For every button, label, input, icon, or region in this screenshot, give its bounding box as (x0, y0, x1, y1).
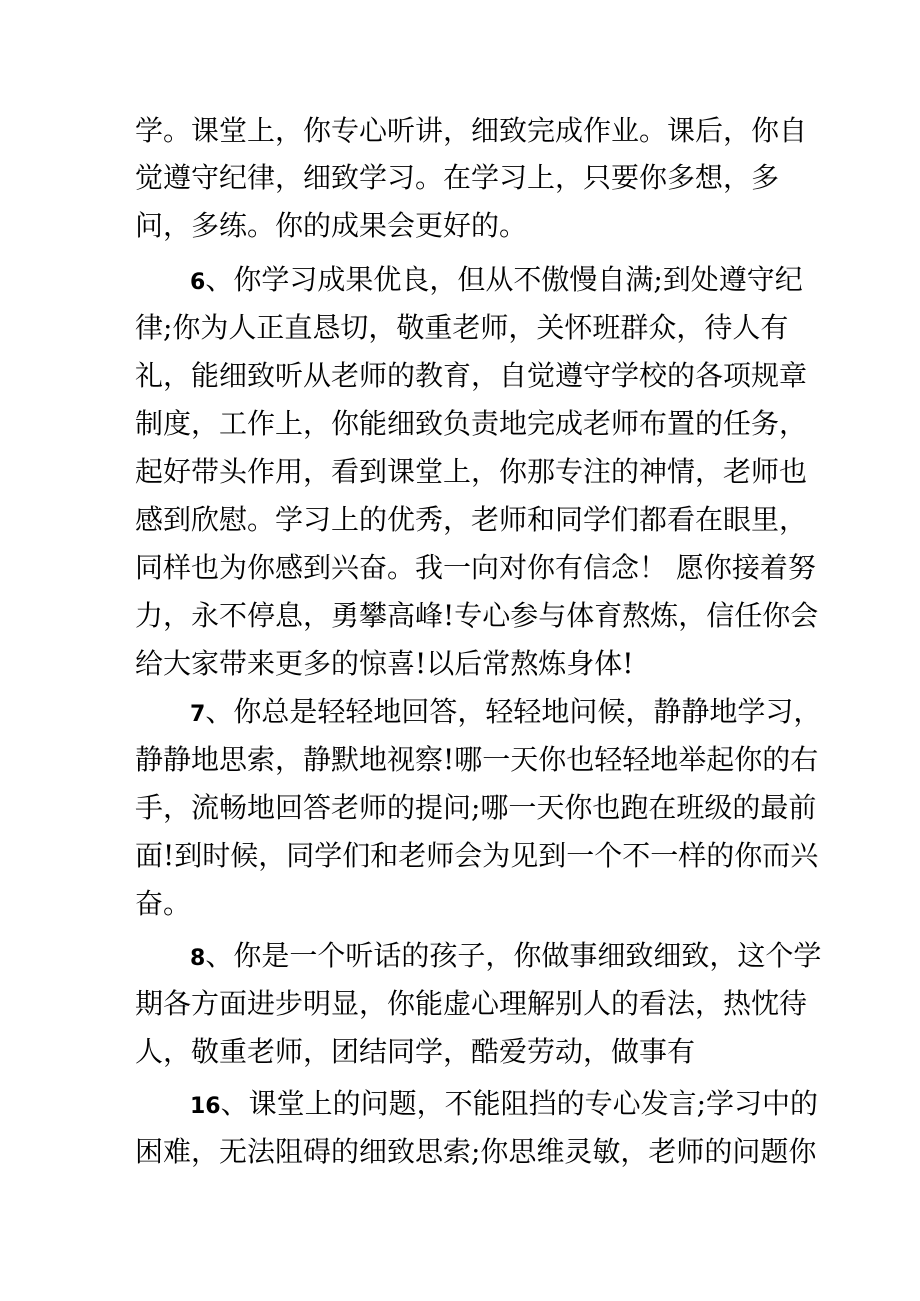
text-line: 觉遵守纪律，细致学习。在学习上，只要你多想，多 (135, 161, 780, 194)
text-line: 学。课堂上，你专心听讲，细致完成作业。课后，你自 (135, 114, 808, 147)
text-line: 静静地思索，静默地视察!哪一天你也轻轻地举起你的右 (135, 743, 819, 776)
paragraph-number: 6 (190, 270, 206, 295)
text-line: 感到欣慰。学习上的优秀，老师和同学们都看在眼里， (135, 503, 808, 536)
text-line: 力，永不停息，勇攀高峰!专心参与体育熬炼，信任你会 (135, 599, 819, 632)
text-line: 人，敬重老师，团结同学，酷爱劳动，做事有 (135, 1035, 696, 1068)
text-line: 给大家带来更多的惊喜!以后常熬炼身体! (135, 647, 634, 680)
paragraph-number: 16 (190, 1094, 221, 1119)
text-line: 问，多练。你的成果会更好的。 (135, 209, 528, 242)
text-line: 、你是一个听话的孩子，你做事细致细致，这个学 (205, 939, 822, 972)
paragraph-number: 8 (190, 946, 206, 971)
text-line: 困难，无法阻碍的细致思索;你思维灵敏，老师的问题你 (135, 1135, 817, 1168)
text-line: 奋。 (135, 887, 192, 920)
text-line: 制度，工作上，你能细致负责地完成老师布置的任务， (135, 407, 808, 440)
text-line: 、课堂上的问题，不能阻挡的专心发言;学习中的 (220, 1087, 819, 1120)
paragraph-16-first-line (190, 1084, 818, 1127)
paragraph-6-first-line (190, 260, 803, 303)
text-line: 起好带头作用，看到课堂上，你那专注的神情，老师也 (135, 455, 808, 488)
text-line: 、你学习成果优良，但从不傲慢自满;到处遵守纪 (205, 263, 803, 296)
paragraph-8-first-line (190, 936, 821, 979)
text-line: 面!到时候，同学们和老师会为见到一个不一样的你而兴 (135, 839, 819, 872)
text-line: 、你总是轻轻地回答，轻轻地问候，静静地学习， (205, 695, 822, 728)
text-line: 律;你为人正直恳切，敬重老师，关怀班群众，待人有 (135, 311, 789, 344)
text-line: 期各方面进步明显，你能虚心理解别人的看法，热忱待 (135, 987, 808, 1020)
paragraph-number: 7 (190, 702, 206, 727)
text-line: 同样也为你感到兴奋。我一向对你有信念！ 愿你接着努 (135, 551, 816, 584)
paragraph-7-first-line (190, 692, 821, 735)
text-line: 礼，能细致听从老师的教育，自觉遵守学校的各项规章 (135, 359, 808, 392)
text-line: 手，流畅地回答老师的提问;哪一天你也跑在班级的最前 (135, 791, 817, 824)
